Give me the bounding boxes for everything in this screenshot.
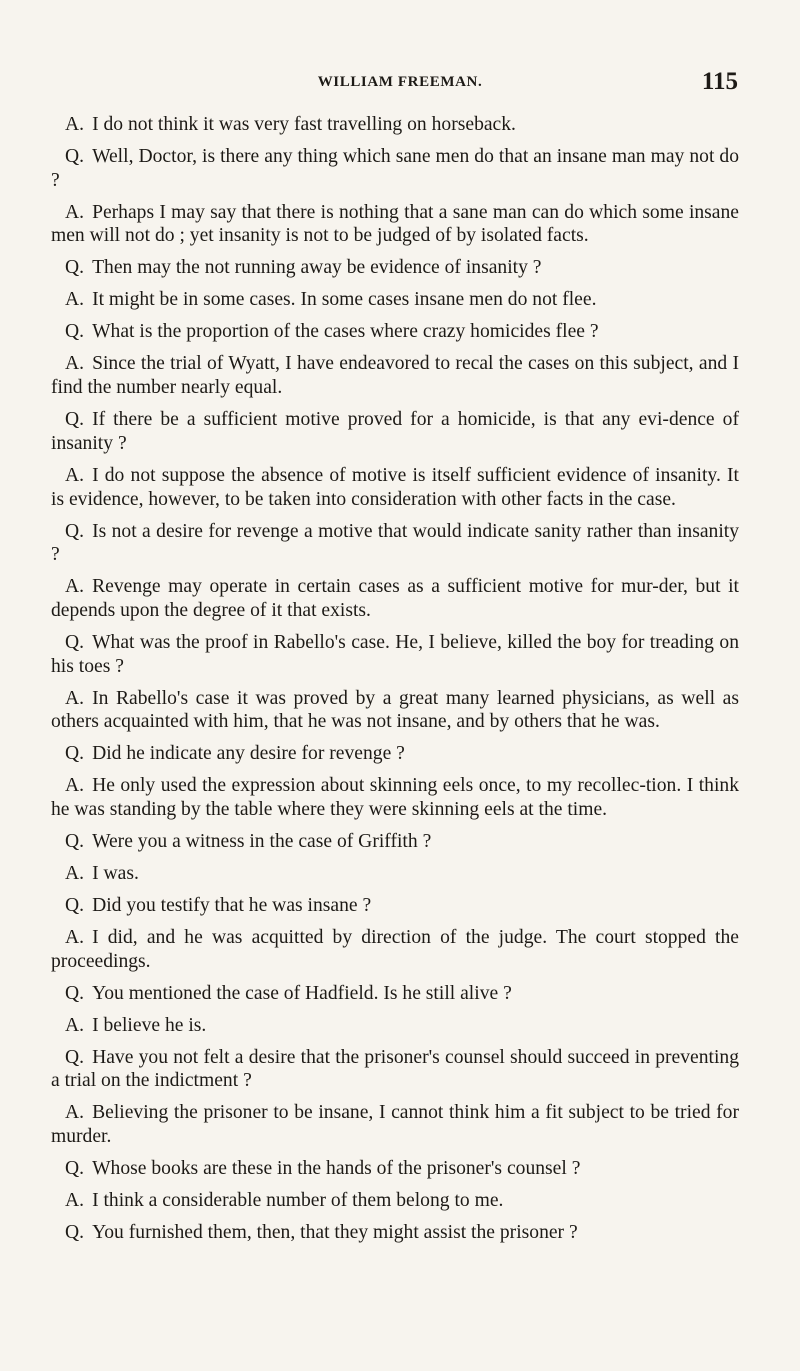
answer-paragraph [51,201,739,248]
testimony-text [51,113,739,1253]
paragraph-text: In Rabello's case it was proved by a great many learned physicians, as well as others acquainted with him, that he was not insane, and by others that he was. [51,687,739,733]
speaker-label: A. [65,1014,85,1036]
question-paragraph [51,894,739,918]
question-paragraph [51,631,739,678]
paragraph-text: He only used the expression about skinning eels once, to my recollec-tion. I think he was standing by the table where they were skinning eels at the time. [51,775,739,821]
paragraph-text: Whose books are these in the hands of the prisoner's counsel ? [92,1158,581,1180]
answer-paragraph [51,1101,739,1148]
paragraph-text: Is not a desire for revenge a motive that would indicate sanity rather than insanity ? [51,520,739,566]
question-paragraph [51,1157,739,1181]
speaker-label: A. [65,1190,85,1212]
paragraph-text: What was the proof in Rabello's case. He, I believe, killed the boy for treading on his toes ? [51,631,739,677]
paragraph-text: I think a considerable number of them belong to me. [92,1190,504,1212]
speaker-label: Q. [65,982,85,1004]
answer-paragraph [51,113,739,137]
question-paragraph [51,520,739,567]
speaker-label: A. [65,464,85,486]
question-paragraph [51,1046,739,1093]
speaker-label: A. [65,687,85,709]
answer-paragraph [51,926,739,973]
paragraph-text: It might be in some cases. In some cases insane men do not flee. [92,289,597,311]
speaker-label: Q. [65,743,85,765]
question-paragraph [51,830,739,854]
paragraph-text: Revenge may operate in certain cases as a sufficient motive for mur-der, but it depends upon the degree of it that exists. [51,576,739,621]
speaker-label: A. [65,863,85,885]
speaker-label: A. [65,201,85,223]
paragraph-text: You mentioned the case of Hadfield. Is he still alive ? [92,982,512,1004]
answer-paragraph [51,464,739,511]
speaker-label: A. [65,576,85,598]
paragraph-text: I did, and he was acquitted by direction of the judge. The court stopped the proceedings. [51,927,739,972]
speaker-label: Q. [65,831,85,853]
paragraph-text: Well, Doctor, is there any thing which sane men do that an insane man may not do ? [51,146,739,191]
paragraph-text: I do not think it was very fast travelling on horseback. [92,114,516,135]
speaker-label: Q. [65,146,85,167]
paragraph-text: Since the trial of Wyatt, I have endeavored to recal the cases on this subject, and I find the number nearly equal. [51,353,739,399]
answer-paragraph [51,862,739,886]
answer-paragraph [51,1014,739,1038]
speaker-label: A. [65,114,85,135]
paragraph-text: Then may the not running away be evidence of insanity ? [92,257,542,279]
paragraph-text: Did he indicate any desire for revenge ? [92,743,405,765]
speaker-label: A. [65,1102,85,1124]
question-paragraph [51,742,739,766]
speaker-label: Q. [65,520,85,542]
speaker-label: A. [65,353,85,375]
paragraph-text: I was. [92,863,139,885]
paragraph-text: Did you testify that he was insane ? [92,895,372,917]
paragraph-text: What is the proportion of the cases where crazy homicides flee ? [92,321,599,343]
speaker-label: Q. [65,257,85,279]
paragraph-text: Perhaps I may say that there is nothing that a sane man can do which some insane men will not do ; yet insanity is not to be judged of by isolated facts. [51,201,739,247]
speaker-label: Q. [65,409,85,431]
speaker-label: Q. [65,1046,85,1068]
paragraph-text: Have you not felt a desire that the prisoner's counsel should succeed in preventing a trial on the indictment ? [51,1046,739,1092]
answer-paragraph [51,687,739,734]
page-number: 115 [701,68,738,95]
answer-paragraph [51,288,739,312]
question-paragraph [51,982,739,1006]
question-paragraph [51,1221,739,1245]
running-title: WILLIAM FREEMAN. [317,74,483,90]
question-paragraph [51,408,739,455]
answer-paragraph [51,352,739,399]
question-paragraph [51,256,739,280]
answer-paragraph [51,774,739,821]
speaker-label: Q. [65,321,85,343]
speaker-label: Q. [65,1222,85,1244]
speaker-label: Q. [65,631,85,653]
paragraph-text: Believing the prisoner to be insane, I cannot think him a fit subject to be tried for murder. [51,1102,739,1148]
paragraph-text: Were you a witness in the case of Griffith ? [92,831,432,853]
speaker-label: A. [65,927,85,949]
answer-paragraph [51,1189,739,1213]
speaker-label: A. [65,289,85,311]
paragraph-text: I do not suppose the absence of motive is itself sufficient evidence of insanity. It is evidence, however, to be taken into consideration with other facts in the case. [51,464,739,510]
speaker-label: Q. [65,895,85,917]
question-paragraph [51,145,739,192]
paragraph-text: You furnished them, then, that they might assist the prisoner ? [92,1222,578,1244]
question-paragraph [51,320,739,344]
speaker-label: A. [65,775,85,797]
answer-paragraph [51,575,739,622]
paragraph-text: If there be a sufficient motive proved for a homicide, is that any evi-dence of insanity ? [51,409,739,454]
paragraph-text: I believe he is. [92,1014,207,1036]
speaker-label: Q. [65,1158,85,1180]
